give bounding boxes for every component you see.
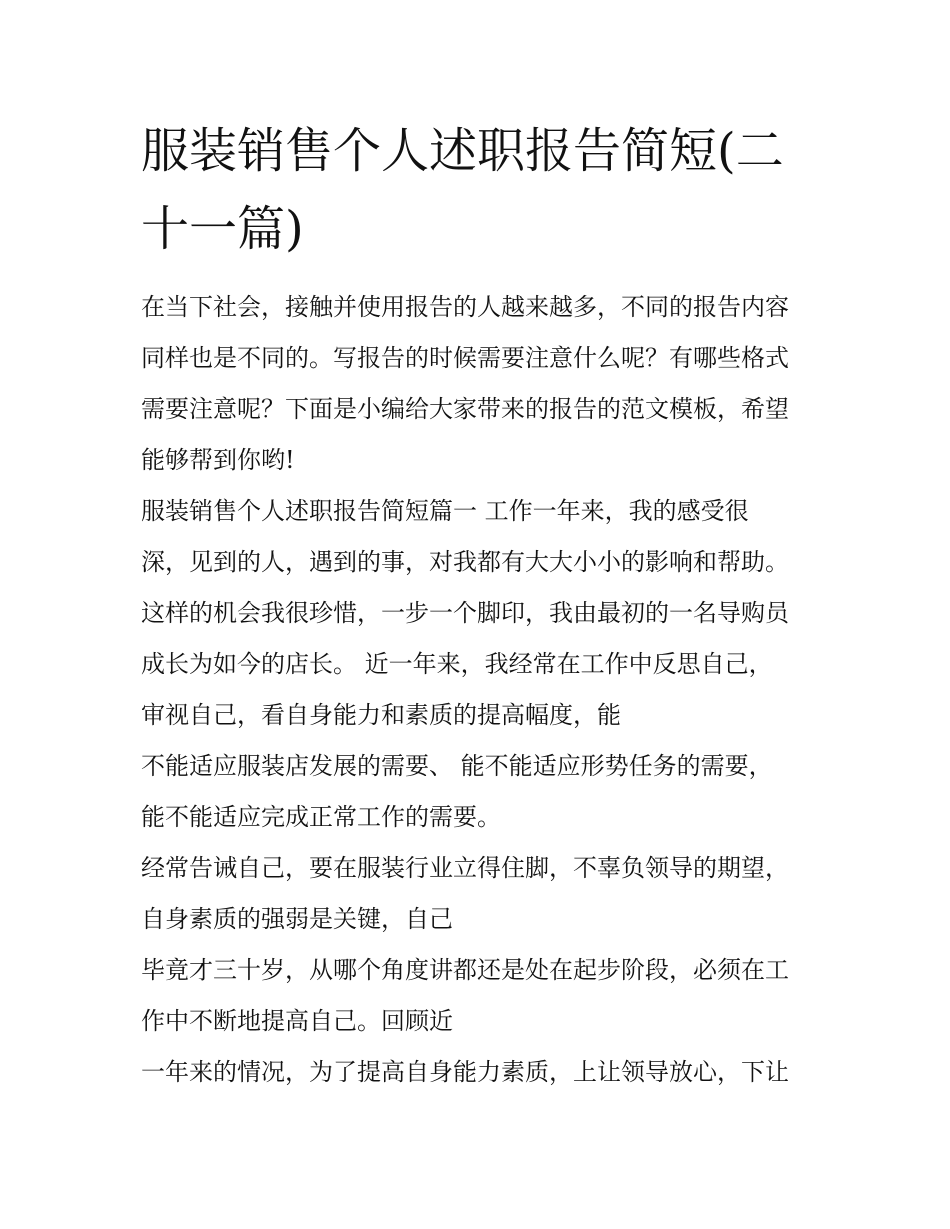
body-paragraph-5: 一年来的情况，为了提高自身能力素质，上让领导放心，下让 — [141, 1058, 789, 1086]
intro-paragraph: 在当下社会，接触并使用报告的人越来越多，不同的报告内容 同样也是不同的。写报告的时候需要注意什么呢？有哪些格式 需要注意呢？下面是小编给大家带来的报告的范文模板，希望 能够帮到你哟! — [141, 293, 789, 474]
document-title: 服装销售个人述职报告简短(二 十一篇) — [141, 123, 784, 257]
body-paragraph-4: 毕竟才三十岁，从哪个角度讲都还是处在起步阶段，必须在工 作中不断地提高自己。回顾近 — [141, 956, 789, 1035]
body-paragraph-1: 服装销售个人述职报告简短篇一 工作一年来，我的感受很 深，见到的人，遇到的事，对我都有大大小小的影响和帮助。 这样的机会我很珍惜，一步一个脚印，我由最初的一名导购员 成长为如今的店长。 近一年来，我经常在工作中反思自己， 审视自己，看自身能力和素质的提高幅度，能 — [141, 497, 789, 729]
body-paragraph-2: 不能适应服装店发展的需要、 能不能适应形势任务的需要， 能不能适应完成正常工作的需要。 — [141, 752, 773, 831]
body-paragraph-3: 经常告诫自己，要在服装行业立得住脚，不辜负领导的期望， 自身素质的强弱是关键，自己 — [141, 854, 789, 933]
document-content — [141, 112, 813, 1098]
